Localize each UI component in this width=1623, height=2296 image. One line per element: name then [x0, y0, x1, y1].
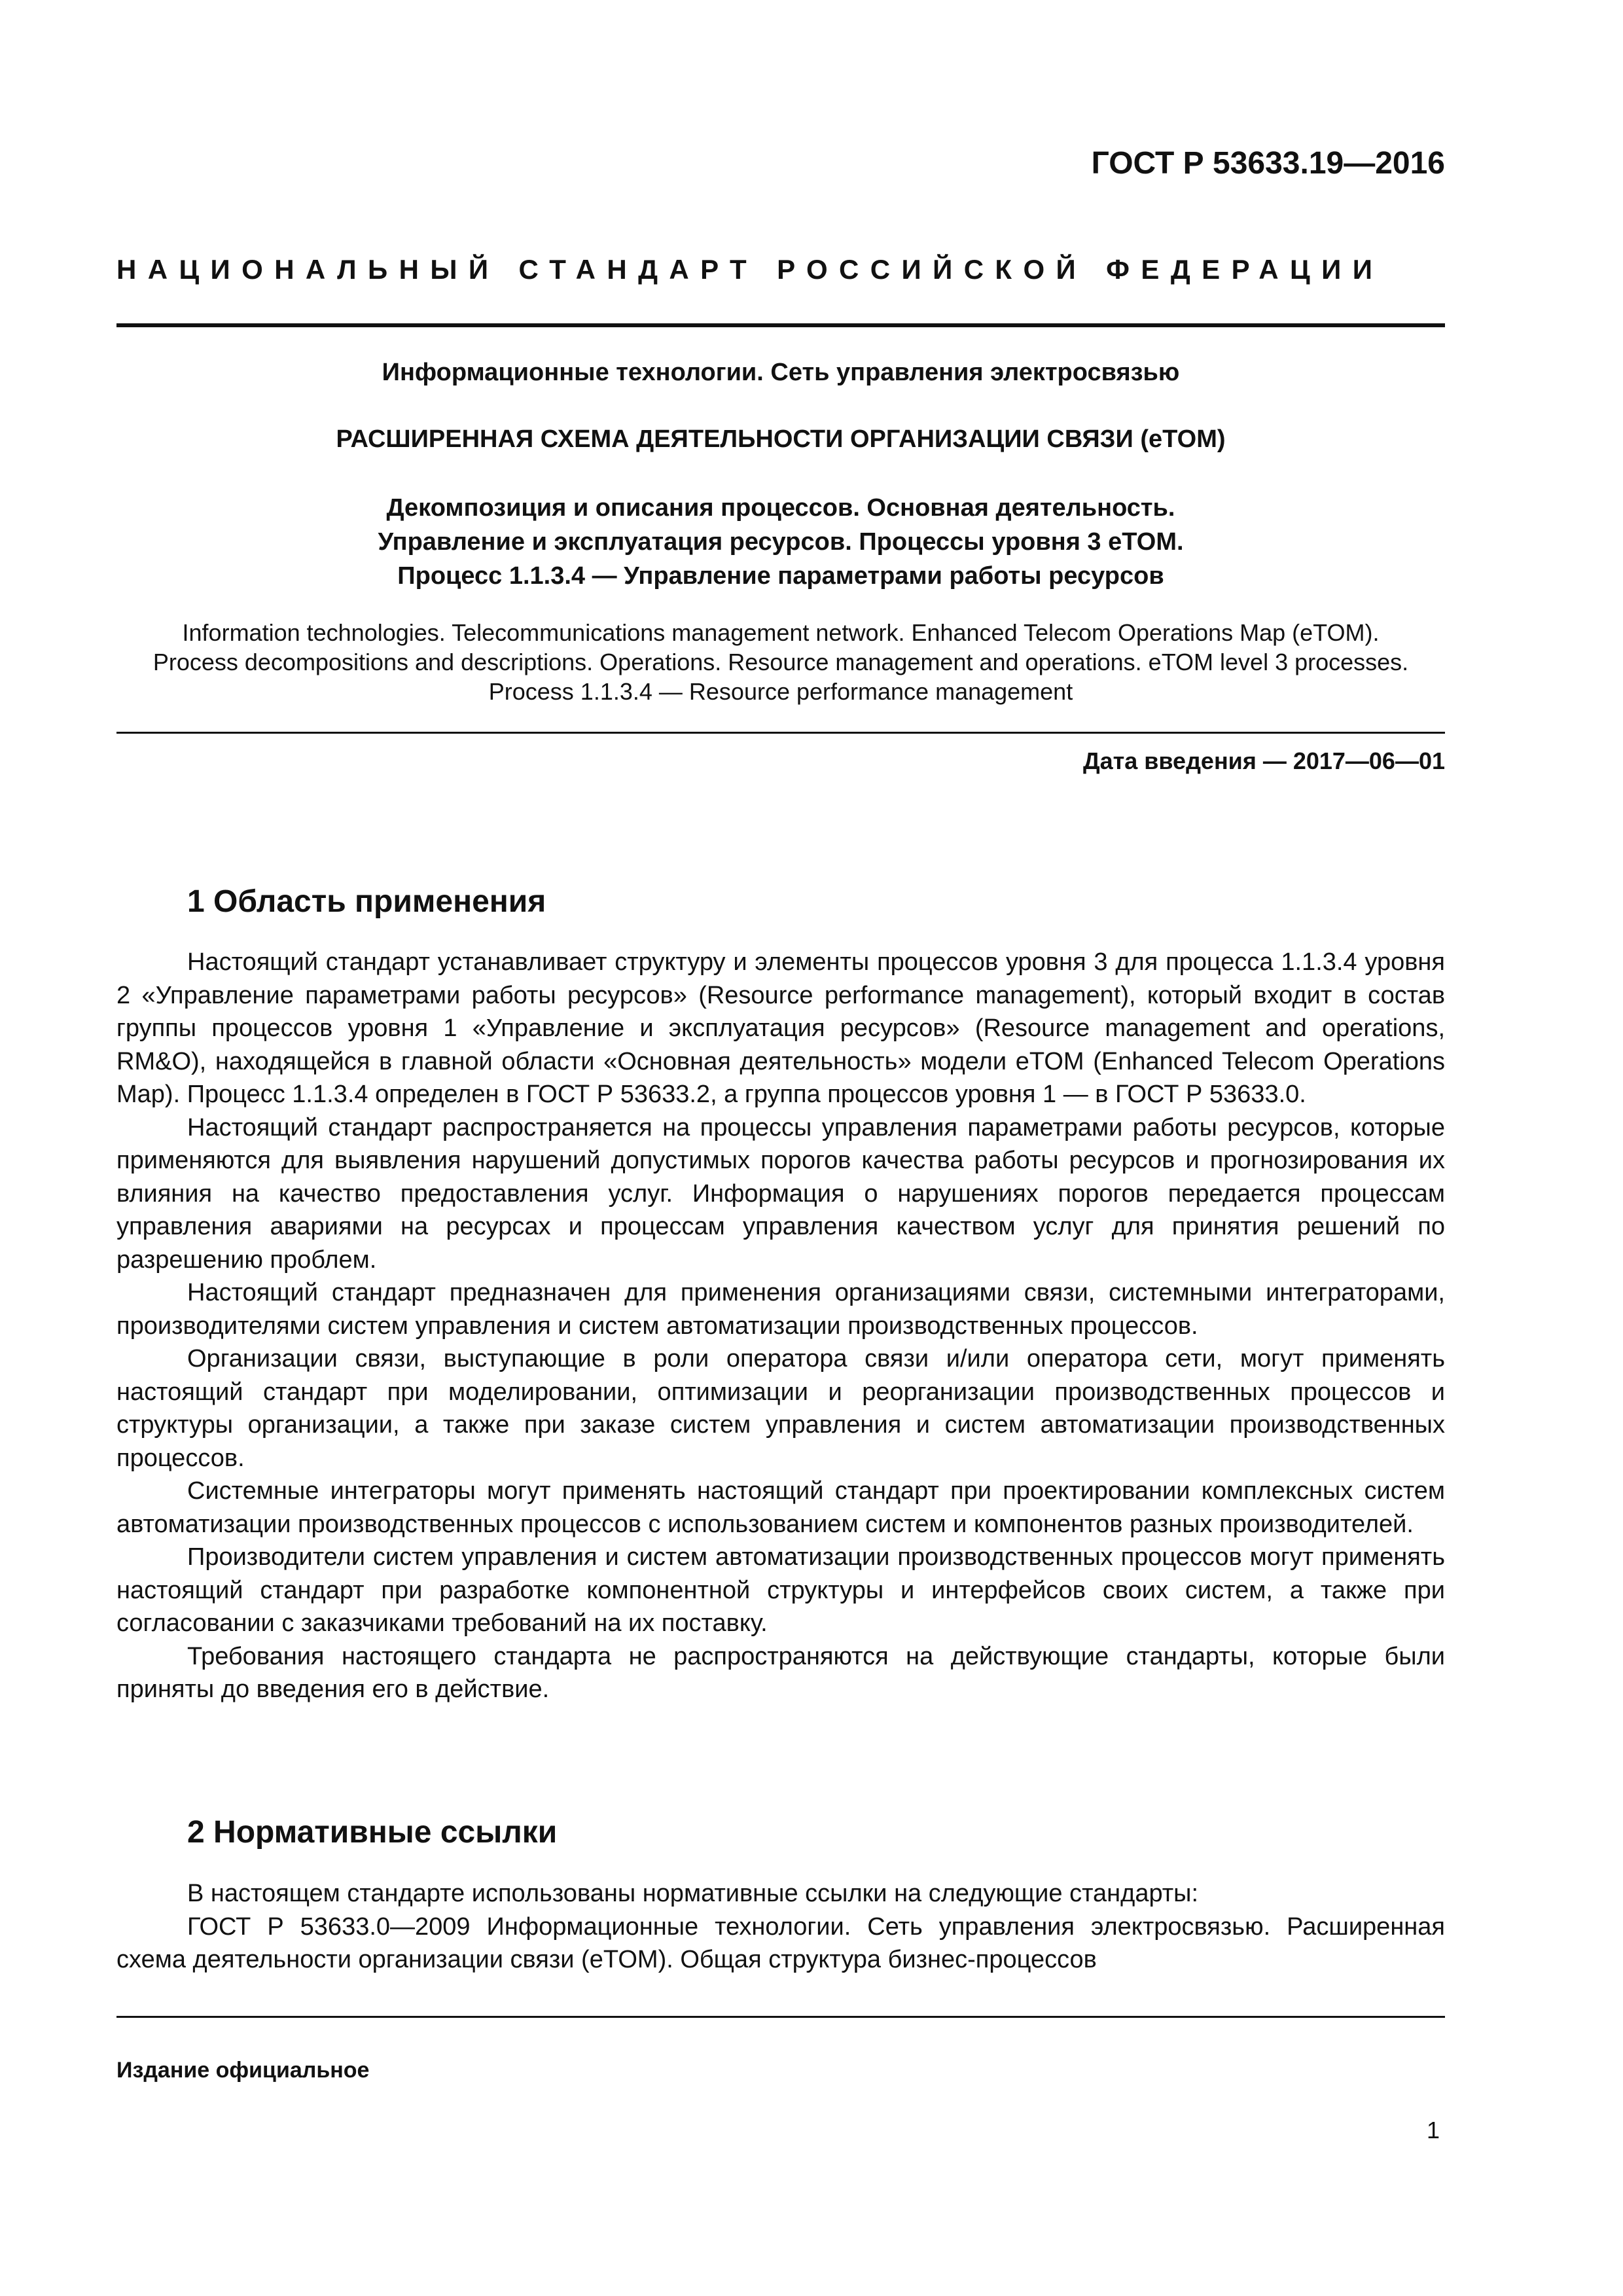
page-number: 1 [1426, 2117, 1440, 2144]
paragraph: Настоящий стандарт устанавливает структуру и элементы процессов уровня 3 для процесса 1.1.3.4 уровня 2 «Управление параметрами работы ресурсов» (Resource performance management), который входит в состав группы процессов уровня 1 «Управление и эксплуатация ресурсов» (Resource management and operations, RM&O), находящейся в главной области «Основная деятельность» модели eTOM (Enhanced Telecom Operations Map). Процесс 1.1.3.4 определен в ГОСТ Р 53633.2, а группа процессов уровня 1 — в ГОСТ Р 53633.0. [116, 948, 1445, 1108]
introduction-date: Дата введения — 2017—06—01 [1082, 747, 1445, 774]
english-title-row: Process 1.1.3.4 — Resource performance management [488, 678, 1073, 705]
title-line-3-row: Управление и эксплуатация ресурсов. Процессы уровня 3 eTOM. [378, 528, 1184, 556]
paragraph: Организации связи, выступающие в роли оператора связи и/или оператора сети, могут применять настоящий стандарт при моделировании, оптимизации и реорганизации производственных процессов и структуры организации, а также при заказе систем управления и систем автоматизации производственных процессов. [116, 1345, 1445, 1472]
title-line-2: РАСШИРЕННАЯ СХЕМА ДЕЯТЕЛЬНОСТИ ОРГАНИЗАЦИИ СВЯЗИ (eTOM) [336, 425, 1226, 453]
section-2-body [116, 1877, 1445, 1977]
title-line-3 [116, 491, 1445, 593]
section-1-heading: 1 Область применения [187, 884, 546, 919]
paragraph: ГОСТ Р 53633.0—2009 Информационные технологии. Сеть управления электросвязью. Расширенная схема деятельности организации связи (eTOM). Общая структура бизнес-процессов [116, 1912, 1445, 1973]
paragraph: Требования настоящего стандарта не распространяются на действующие стандарты, которые были приняты до введения его в действие. [116, 1642, 1445, 1703]
official-edition-label: Издание официальное [116, 2058, 370, 2083]
footer-divider [116, 2016, 1445, 2018]
english-title-row: Process decompositions and descriptions. Operations. Resource management and operations. eTOM level 3 processes. [152, 649, 1409, 675]
paragraph: Системные интеграторы могут применять настоящий стандарт при проектировании комплексных систем автоматизации производственных процессов с использованием систем и компонентов разных производителей. [116, 1477, 1445, 1538]
title-line-1: Информационные технологии. Сеть управления электросвязью [382, 359, 1180, 386]
title-line-3-row: Декомпозиция и описания процессов. Основная деятельность. [386, 494, 1175, 522]
national-standard-heading: НАЦИОНАЛЬНЫЙ СТАНДАРТ РОССИЙСКОЙ ФЕДЕРАЦИИ [116, 254, 1384, 285]
paragraph: Производители систем управления и систем автоматизации производственных процессов могут применять настоящий стандарт при разработке компонентной структуры и интерфейсов своих систем, а также при согласовании с заказчиками требований на их поставку. [116, 1543, 1445, 1637]
paragraph: В настоящем стандарте использованы нормативные ссылки на следующие стандарты: [187, 1880, 1199, 1907]
section-1-body [116, 946, 1445, 1706]
english-title [116, 618, 1445, 706]
english-title-row: Information technologies. Telecommunications management network. Enhanced Telecom Operations Map (eTOM). [182, 619, 1380, 646]
document-code: ГОСТ Р 53633.19—2016 [1091, 146, 1445, 181]
top-divider [116, 323, 1445, 327]
title-line-3-row: Процесс 1.1.3.4 — Управление параметрами работы ресурсов [397, 562, 1164, 590]
paragraph: Настоящий стандарт распространяется на процессы управления параметрами работы ресурсов, которые применяются для выявления нарушений допустимых порогов качества работы ресурсов и прогнозирования их влияния на качество предоставления услуг. Информация о нарушениях порогов передается процессам управления авариями на ресурсах и процессам управления качеством услуг для принятия решений по разрешению проблем. [116, 1113, 1445, 1274]
title-divider [116, 732, 1445, 734]
section-2-heading: 2 Нормативные ссылки [187, 1815, 558, 1850]
paragraph: Настоящий стандарт предназначен для применения организациями связи, системными интеграторами, производителями систем управления и систем автоматизации производственных процессов. [116, 1279, 1445, 1340]
